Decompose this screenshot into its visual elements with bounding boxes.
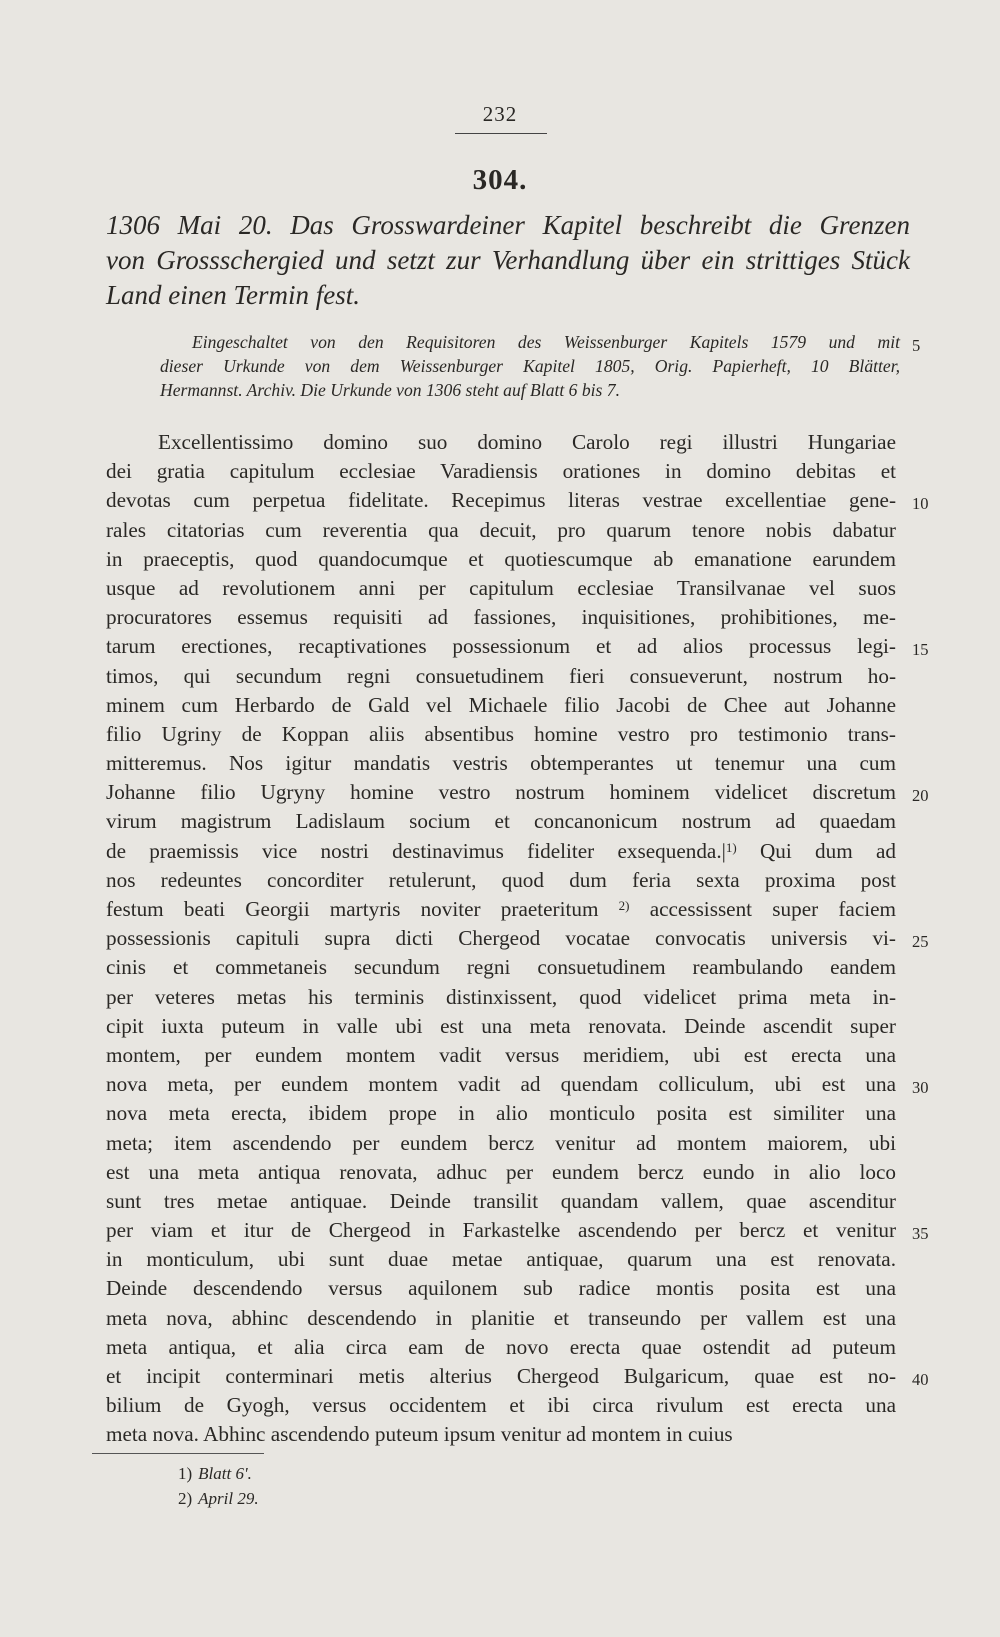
text-line: nova meta, per eundem montem vadit ad quendam colliculum, ubi est una <box>106 1072 896 1097</box>
text-segment: festum beati Georgii martyris noviter praeteritum <box>106 897 599 921</box>
page-number-rule <box>455 133 547 134</box>
text-line: meta nova, abhinc descendendo in planitie et transeundo per vallem est una <box>106 1305 896 1330</box>
line-number: 30 <box>912 1078 929 1097</box>
text-segment: accessissent super faciem <box>649 897 896 921</box>
line-number: 15 <box>912 640 929 659</box>
source-line: Hermannst. Archiv. Die Urkunde von 1306 steht auf Blatt 6 bis 7. <box>160 380 620 400</box>
text-line: possessionis capituli supra dicti Chergeod vocatae convocatis universis vi- <box>106 926 896 951</box>
text-line: dei gratia capitulum ecclesiae Varadiensis orationes in domino debitas et <box>106 459 896 484</box>
title-line: Land einen Termin fest. <box>106 280 361 310</box>
source-line: Eingeschaltet von den Requisitoren des Weissenburger Kapitels 1579 und mit <box>192 332 900 352</box>
footnote-text: April 29. <box>198 1489 259 1508</box>
text-line: usque ad revolutionem anni per capitulum ecclesiae Transilvanae vel suos <box>106 575 896 600</box>
text-line: Johanne filio Ugryny homine vestro nostrum hominem videlicet discretum <box>106 780 896 805</box>
line-number: 10 <box>912 494 929 513</box>
text-line: bilium de Gyogh, versus occidentem et ibi circa rivulum est erecta una <box>106 1393 896 1418</box>
source-note <box>160 330 900 402</box>
text-line: tarum erectiones, recaptivationes possessionum et ad alios processus legi- <box>106 634 896 659</box>
text-line <box>106 837 896 866</box>
document-title <box>106 208 910 313</box>
footnote-rule <box>92 1453 264 1454</box>
page-number: 232 <box>482 102 518 126</box>
line-number: 40 <box>912 1370 929 1389</box>
text-line: montem, per eundem montem vadit versus meridiem, ubi est erecta una <box>106 1042 896 1067</box>
text-line: et incipit conterminari metis alterius Chergeod Bulgaricum, quae est no- <box>106 1364 896 1388</box>
footnote-mark: 1) <box>178 1464 193 1483</box>
text-line: rales citatorias cum reverentia qua decuit, pro quarum tenore nobis dabatur <box>106 517 896 542</box>
text-segment: Qui dum ad <box>760 838 896 863</box>
text-line <box>106 895 896 924</box>
text-line: cipit iuxta puteum in valle ubi est una meta renovata. Deinde ascendit super <box>106 1013 896 1038</box>
text-line: devotas cum perpetua fidelitate. Recepimus literas vestrae excellentiae gene- <box>106 488 896 513</box>
text-line: Deinde descendendo versus aquilonem sub radice montis posita est una <box>106 1276 896 1301</box>
text-line: meta nova. Abhinc ascendendo puteum ipsum venitur ad montem in cuius <box>106 1422 733 1447</box>
text-line: meta; item ascendendo per eundem bercz venitur ad montem maiorem, ubi <box>106 1130 896 1155</box>
footnote <box>178 1461 259 1486</box>
title-line: von Grossschergied und setzt zur Verhandlung über ein strittiges Stück <box>106 245 910 275</box>
text-line: in monticulum, ubi sunt duae metae antiquae, quarum una est renovata. <box>106 1247 896 1272</box>
text-line: sunt tres metae antiquae. Deinde transilit quandam vallem, quae ascenditur <box>106 1188 896 1213</box>
text-line: per veteres metas his terminis distinxissent, quod videlicet prima meta in- <box>106 984 896 1009</box>
line-number: 25 <box>912 932 929 951</box>
text-line: procuratores essemus requisiti ad fassiones, inquisitiones, prohibitiones, me- <box>106 605 896 630</box>
text-line: Excellentissimo domino suo domino Carolo regi illustri Hungariae <box>158 430 896 454</box>
footnotes <box>178 1461 259 1511</box>
line-number: 20 <box>912 786 929 805</box>
footnote <box>178 1486 259 1511</box>
charter-text <box>106 428 896 1450</box>
text-line: meta antiqua, et alia circa eam de novo erecta quae ostendit ad puteum <box>106 1334 896 1359</box>
text-line: mitteremus. Nos igitur mandatis vestris obtemperantes ut tenemur una cum <box>106 751 896 776</box>
document-number: 304. <box>472 164 528 196</box>
footnote-text: Blatt 6'. <box>198 1464 252 1483</box>
footnote-mark: 2) <box>178 1489 193 1508</box>
line-number: 35 <box>912 1224 929 1243</box>
text-line: est una meta antiqua renovata, adhuc per eundem bercz eundo in alio loco <box>106 1159 896 1184</box>
text-line: nova meta erecta, ibidem prope in alio monticulo posita est similiter una <box>106 1101 896 1126</box>
text-segment: de praemissis vice nostri destinavimus fideliter exsequenda.| <box>106 838 726 863</box>
text-line: filio Ugriny de Koppan aliis absentibus homine vestro pro testimonio trans- <box>106 721 896 746</box>
footnote-ref-1: 1) <box>725 839 737 855</box>
text-line: cinis et commetaneis secundum regni consuetudinem reambulando eandem <box>106 955 896 980</box>
footnote-ref-2: 2) <box>618 898 630 913</box>
text-line: nos redeuntes concorditer retulerunt, quod dum feria sexta proxima post <box>106 867 896 892</box>
text-line: in praeceptis, quod quandocumque et quotiescumque ab emanatione earundem <box>106 546 896 571</box>
source-line: dieser Urkunde von dem Weissenburger Kapitel 1805, Orig. Papierheft, 10 Blätter, <box>160 356 900 376</box>
title-line: 1306 Mai 20. Das Grosswardeiner Kapitel beschreibt die Grenzen <box>106 210 910 240</box>
line-number: 5 <box>912 336 921 355</box>
text-line: timos, qui secundum regni consuetudinem fieri consueverunt, nostrum ho- <box>106 663 896 688</box>
text-line: per viam et itur de Chergeod in Farkastelke ascendendo per bercz et venitur <box>106 1218 896 1243</box>
text-line: virum magistrum Ladislaum socium et concanonicum nostrum ad quaedam <box>106 809 896 834</box>
text-line: minem cum Herbardo de Gald vel Michaele filio Jacobi de Chee aut Johanne <box>106 692 896 717</box>
